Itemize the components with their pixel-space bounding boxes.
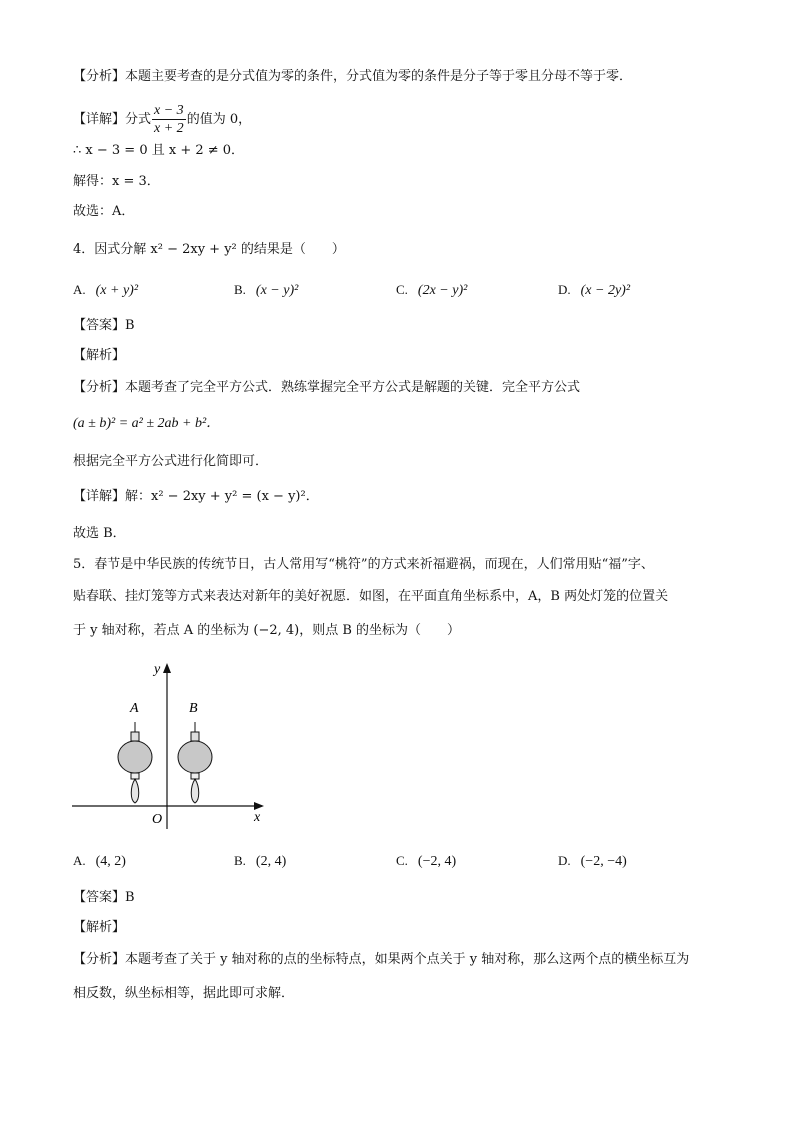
q4-simplify: 根据完全平方公式进行化简即可．: [73, 454, 269, 469]
x-axis-arrow: [254, 802, 264, 810]
detail-q3: [73, 102, 251, 137]
coordinate-figure: [64, 655, 274, 835]
y-axis-label: y: [154, 662, 161, 677]
q5-option-c: C. (−2, 4): [396, 853, 457, 869]
origin-label: O: [152, 812, 163, 827]
fraction-numerator: x − 3: [154, 103, 184, 118]
fraction: [152, 102, 186, 137]
question-4-stem: 4．因式分解 x² − 2xy + y² 的结果是（ ）: [73, 242, 345, 257]
solve-q3: 解得：x = 3．: [73, 174, 160, 189]
q4-analysis: 【分析】本题考查了完全平方公式．熟练掌握完全平方公式是解题的关键．完全平方公式: [73, 380, 581, 395]
fraction-denominator: x + 2: [154, 121, 184, 136]
q5-option-a: A. (4, 2): [73, 853, 126, 869]
q5-option-b: B. (2, 4): [234, 853, 287, 869]
q4-detail: 【详解】解：x² − 2xy + y² = (x − y)²．: [73, 489, 319, 504]
point-b-label: B: [189, 701, 198, 716]
q5-jiexi: 【解析】: [73, 920, 126, 935]
q4-choose: 故选 B．: [73, 526, 126, 541]
q5-answer: 【答案】B: [73, 890, 135, 905]
q4-option-b: B. (x − y)²: [234, 282, 299, 298]
analysis-q3: 【分析】本题主要考查的是分式值为零的条件，分式值为零的条件是分子等于零且分母不等于零．: [73, 69, 633, 84]
detail-q3-prefix: 【详解】分式: [73, 112, 152, 127]
therefore-q3: ∴ x − 3 = 0 且 x + 2 ≠ 0．: [73, 143, 245, 158]
q4-option-d: D. (x − 2y)²: [558, 282, 631, 298]
lantern-a: [118, 722, 152, 803]
choose-q3: 故选：A．: [73, 204, 135, 219]
x-axis-label: x: [254, 810, 261, 825]
q4-formula: (a ± b)² = a² ± 2ab + b²．: [73, 416, 221, 431]
q5-analysis-line-1: 【分析】本题考查了关于 y 轴对称的点的坐标特点，如果两个点关于 y 轴对称，那么这两个点的横坐标互为: [73, 952, 690, 967]
question-5-stem-line-3: 于 y 轴对称，若点 A 的坐标为 (−2, 4)，则点 B 的坐标为（ ）: [73, 623, 461, 638]
q5-analysis-line-2: 相反数，纵坐标相等，据此即可求解．: [73, 986, 295, 1001]
q4-option-a: A. (x + y)²: [73, 282, 139, 298]
question-5-stem-line-1: 5．春节是中华民族的传统节日，古人常用写“桃符”的方式来祈福避祸，而现在，人们常用贴“福”字、: [73, 557, 654, 572]
point-a-label: A: [130, 701, 139, 716]
q4-jiexi: 【解析】: [73, 348, 126, 363]
lantern-b: [178, 722, 212, 803]
q5-option-d: D. (−2, −4): [558, 853, 627, 869]
q4-answer: 【答案】B: [73, 318, 135, 333]
question-5-stem-line-2: 贴春联、挂灯笼等方式来表达对新年的美好祝愿．如图，在平面直角坐标系中，A，B 两处灯笼的位置关: [73, 589, 669, 604]
q4-option-c: C. (2x − y)²: [396, 282, 468, 298]
y-axis-arrow: [163, 663, 171, 673]
detail-q3-suffix: 的值为 0，: [186, 112, 252, 127]
